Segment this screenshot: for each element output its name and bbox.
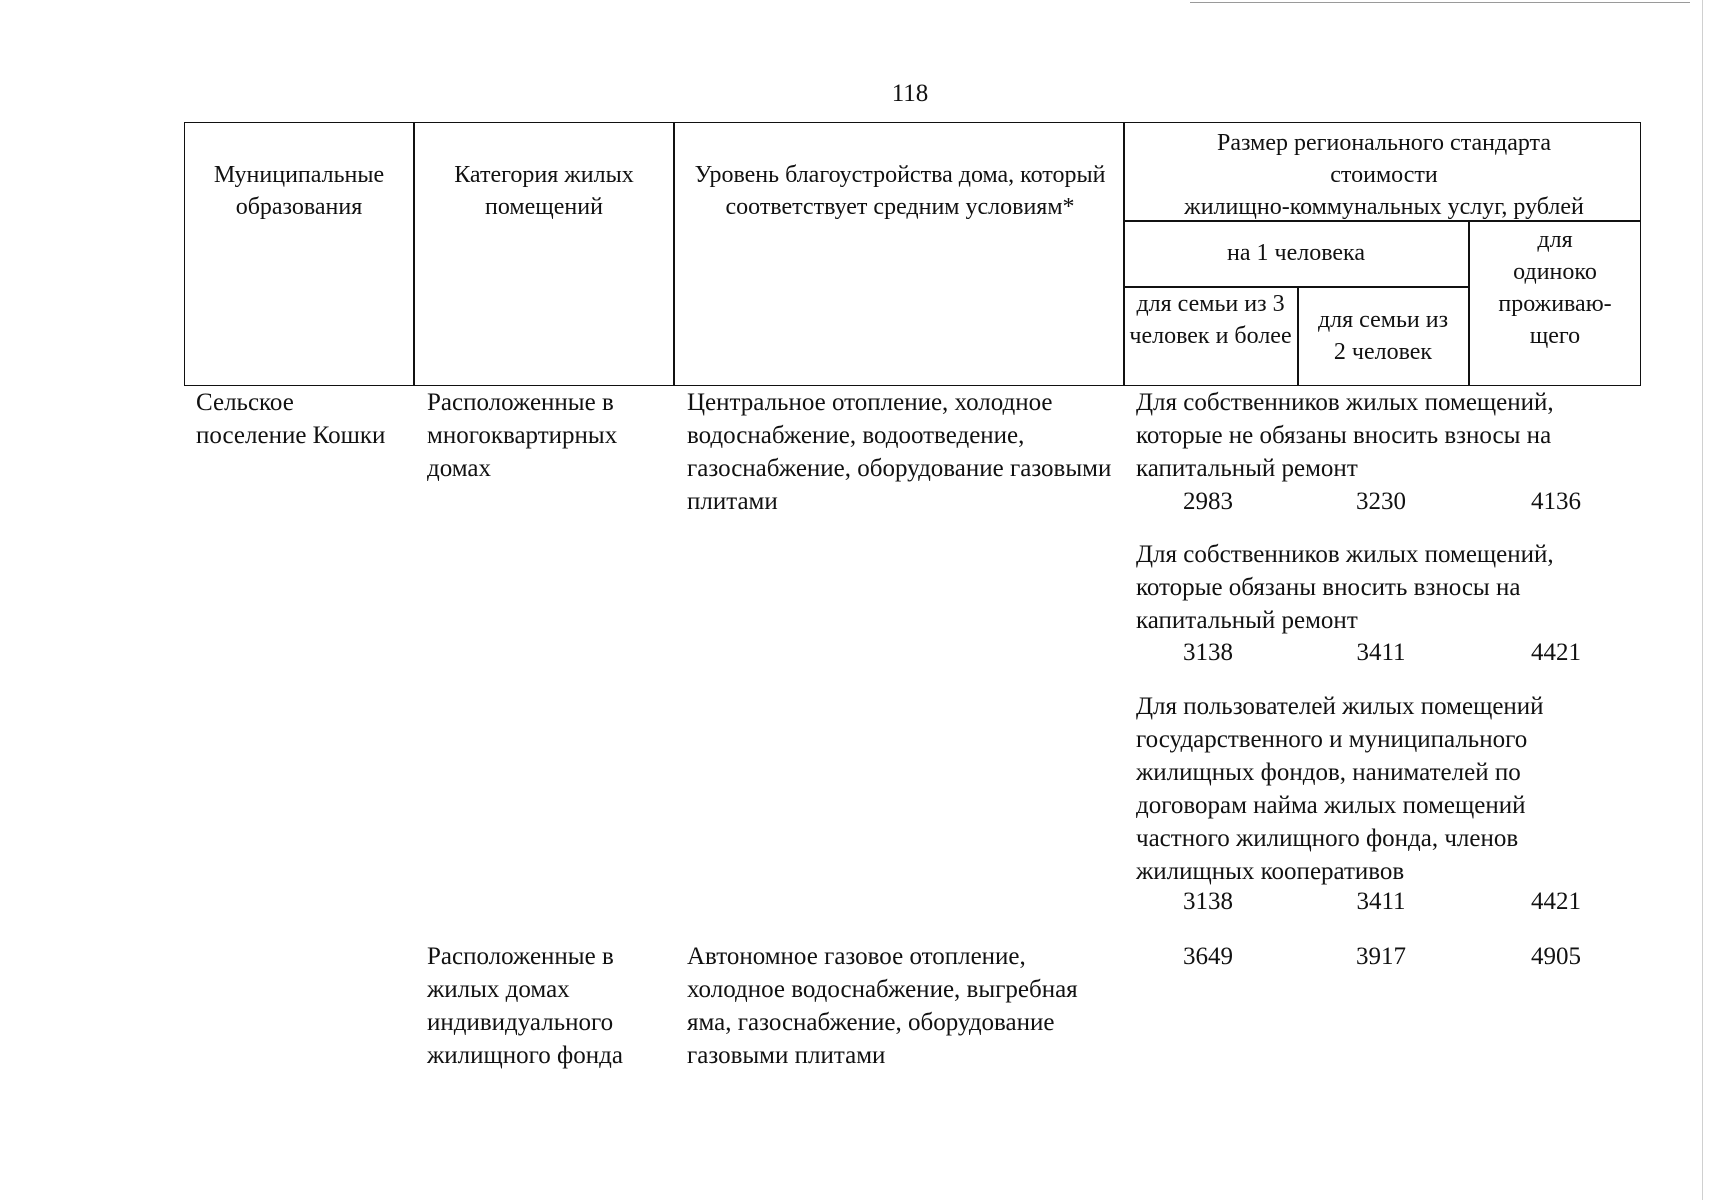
value-family2: 3411 (1356, 639, 1406, 666)
header-size (1129, 127, 1639, 223)
header-size-line2: жилищно-коммунальных услуг, рублей (1184, 194, 1584, 220)
header-single: для одиноко проживаю-щего (1498, 227, 1612, 349)
value-single: 4136 (1531, 488, 1581, 515)
header-size-line1: Размер регионального стандарта стоимости (1217, 130, 1551, 188)
value-single: 4905 (1531, 943, 1581, 970)
group-2-label: Для собственников жилых помещений, которые обязаны вносить взносы на капитальный ремонт (1136, 541, 1554, 634)
value-family2: 3917 (1356, 943, 1406, 970)
header-level (679, 159, 1121, 223)
header-level-line2: соответствует средним условиям* (725, 194, 1075, 220)
category-individual: Расположенные в жилых домах индивидуального жилищного фонда (427, 943, 623, 1069)
category-apartment: Расположенные в многоквартирных домах (427, 389, 618, 482)
column-divider (413, 123, 415, 385)
column-divider (1468, 220, 1470, 385)
header-municipality: Муниципальные образования (213, 162, 385, 220)
value-single: 4421 (1531, 639, 1581, 666)
group-1-values (1128, 485, 1638, 518)
header-family3: для семьи из 3 человек и более (1129, 291, 1292, 349)
value-family3: 3138 (1183, 888, 1233, 915)
scan-edge-line (1190, 2, 1690, 3)
column-divider (673, 123, 675, 385)
header-level-line1: Уровень благоустройства дома, который (694, 162, 1106, 188)
value-family3: 3138 (1183, 639, 1233, 666)
level-apartment: Центральное отопление, холодное водоснабжение, водоотведение, газоснабжение, оборудование газовыми плитами (687, 389, 1112, 515)
group-1-label: Для собственников жилых помещений, которые не обязаны вносить взносы на капитальный ремонт (1136, 389, 1554, 482)
value-family2: 3411 (1356, 888, 1406, 915)
individual-values (1128, 940, 1638, 973)
scan-edge-line-right (1702, 0, 1703, 1200)
value-family3: 2983 (1183, 488, 1233, 515)
value-family3: 3649 (1183, 943, 1233, 970)
value-family2: 3230 (1356, 488, 1406, 515)
group-2-values (1128, 636, 1638, 669)
page-number: 118 (891, 80, 929, 107)
group-3-values (1128, 885, 1638, 918)
group-3-label: Для пользователей жилых помещений государственного и муниципального жилищных фондов, нанимателей по договорам найма жилых помещений частного жилищного фонда, членов жилищных кооперативов (1136, 693, 1544, 885)
header-family2: для семьи из 2 человек (1317, 307, 1449, 365)
level-individual: Автономное газовое отопление, холодное водоснабжение, выгребная яма, газоснабжение, оборудование газовыми плитами (687, 943, 1078, 1069)
table-header (184, 122, 1641, 386)
header-category: Категория жилых помещений (454, 162, 634, 220)
header-per-person: на 1 человека (1227, 240, 1365, 266)
value-single: 4421 (1531, 888, 1581, 915)
municipality-name: Сельское поселение Кошки (196, 389, 386, 449)
